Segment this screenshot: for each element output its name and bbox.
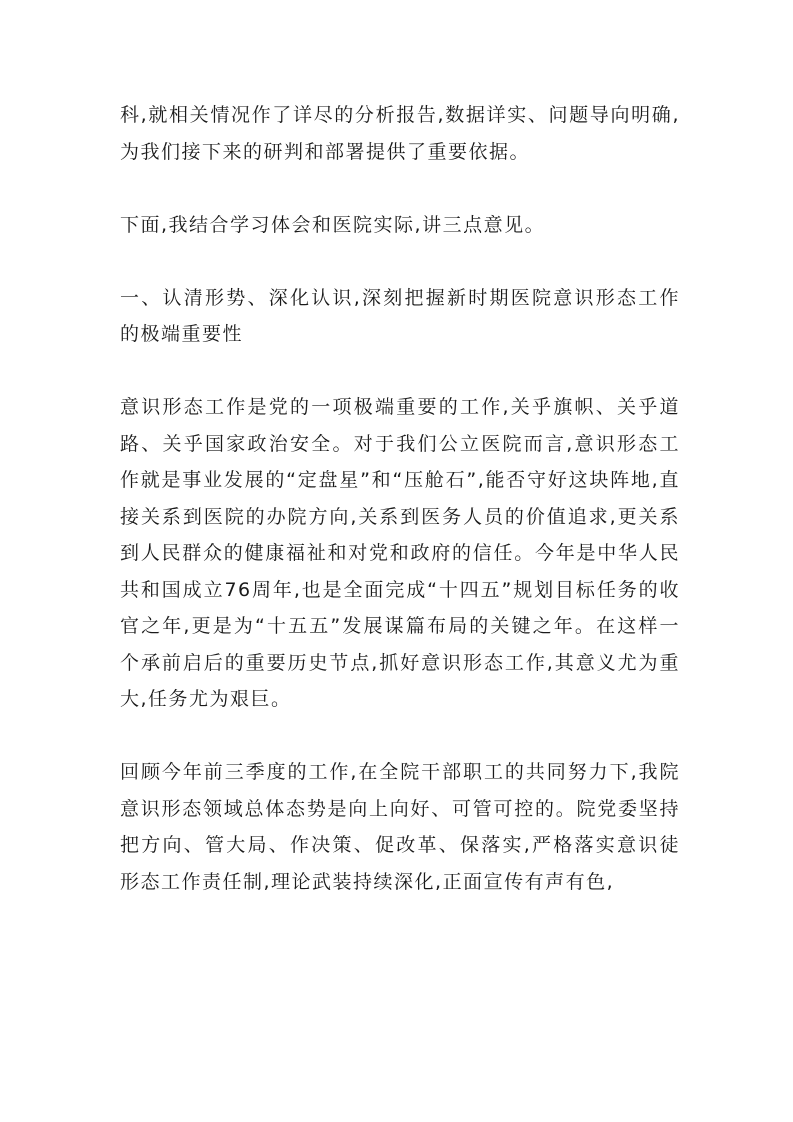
paragraph-spacer [120,718,680,755]
document-body [120,97,680,900]
paragraph-spacer [120,170,680,207]
paragraph-ideology-importance: 意识形态工作是党的一项极端重要的工作,关乎旗帜、关乎道路、关乎国家政治安全。对于我们公立医院而言,意识形态工作就是事业发展的“定盘星”和“压舱石”,能否守好这块阵地,直接关系到医院的办院方向,关系到医务人员的价值追求,更关系到人民群众的健康福祉和对党和政府的信任。今年是中华人民共和国成立76周年,也是全面完成“十四五”规划目标任务的收官之年,更是为“十五五”发展谋篇布局的关键之年。在这样一个承前启后的重要历史节点,抓好意识形态工作,其意义尤为重大,任务尤为艰巨。 [120,396,680,710]
paragraph-review-three-quarters: 回顾今年前三季度的工作,在全院干部职工的共同努力下,我院意识形态领域总体态势是向上向好、可管可控的。院党委坚持把方向、管大局、作决策、促改革、保落实,严格落实意识徒形态工作责任制,理论武装持续深化,正面宣传有声有色, [120,761,680,893]
paragraph-spacer [120,243,680,280]
paragraph-spacer [120,353,680,390]
section-heading-one: 一、认清形势、深化认识,深刻把握新时期医院意识形态工作的极端重要性 [120,286,680,345]
paragraph-report-continuation: 科,就相关情况作了详尽的分析报告,数据详实、问题导向明确,为我们接下来的研判和部署提供了重要依据。 [120,104,680,163]
paragraph-three-opinions-intro: 下面,我结合学习体会和医院实际,讲三点意见。 [120,213,546,236]
